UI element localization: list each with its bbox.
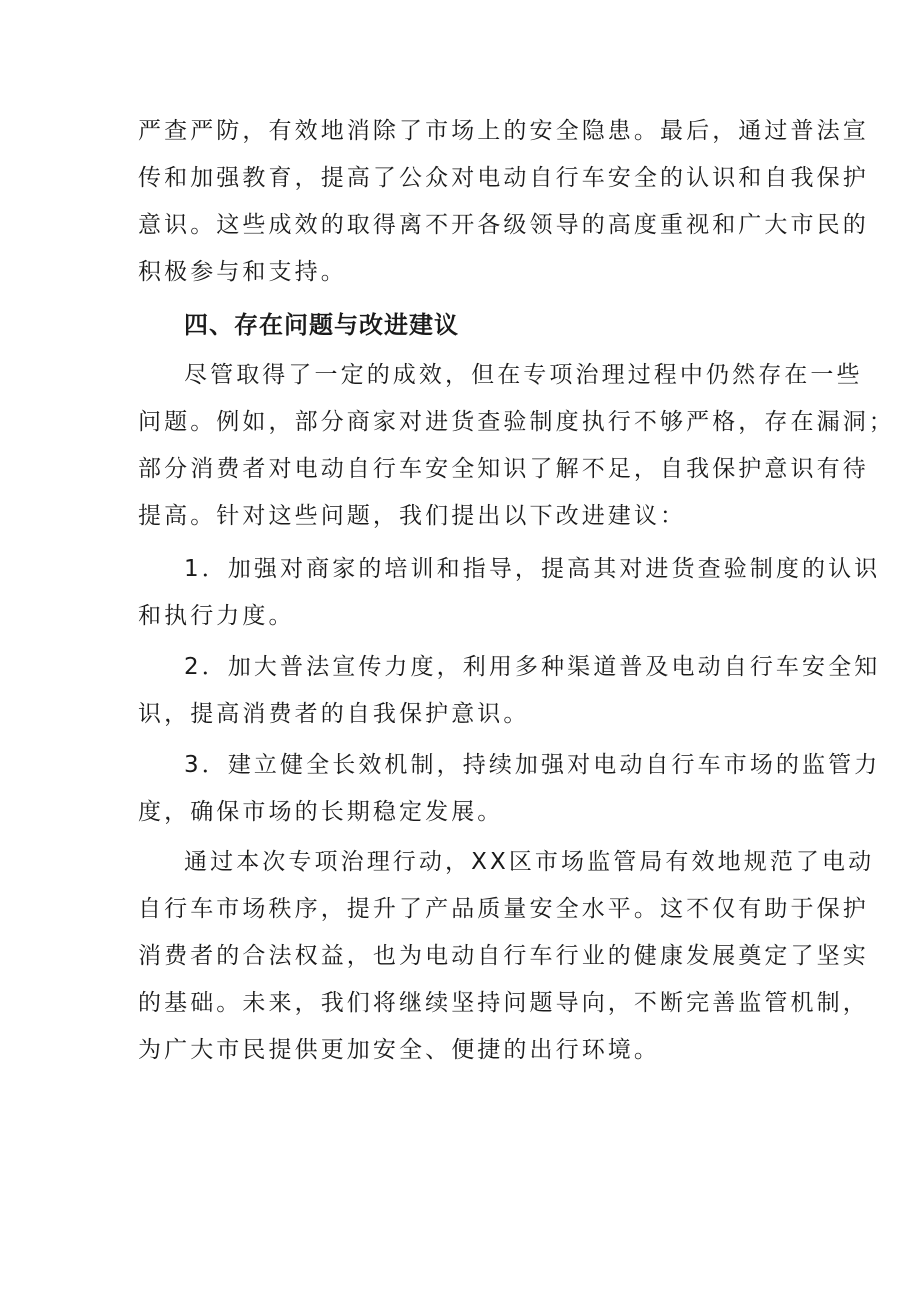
para3-line-1: 通过本次专项治理行动，XX区市场监管局有效地规范了电动 [184,849,875,875]
section-heading: 四、存在问题与改进建议 [184,311,459,339]
para1-line-4: 积极参与和支持。 [138,259,347,285]
para3-line-5: 为广大市民提供更加安全、便捷的出行环境。 [138,1037,660,1063]
para3-line-3: 消费者的合法权益，也为电动自行车行业的健康发展奠定了坚实 [138,943,869,969]
item3-line-1: 3．建立健全长效机制，持续加强对电动自行车市场的监管力 [184,752,881,778]
item2-line-1: 2．加大普法宣传力度，利用多种渠道普及电动自行车安全知 [184,654,881,680]
para2-line-4: 提高。针对这些问题，我们提出以下改进建议： [138,503,687,529]
para1-line-2: 传和加强教育，提高了公众对电动自行车安全的认识和自我保护 [138,165,869,191]
item3-line-2: 度，确保市场的长期稳定发展。 [138,799,504,825]
para2-line-3: 部分消费者对电动自行车安全知识了解不足，自我保护意识有待 [138,456,869,482]
para1-line-1: 严查严防，有效地消除了市场上的安全隐患。最后，通过普法宣 [138,118,869,144]
item1-line-2: 和执行力度。 [138,603,295,629]
item2-line-2: 识，提高消费者的自我保护意识。 [138,701,530,727]
item1-line-1: 1．加强对商家的培训和指导，提高其对进货查验制度的认识 [184,556,881,582]
para1-line-3: 意识。这些成效的取得离不开各级领导的高度重视和广大市民的 [138,212,869,238]
para2-line-1: 尽管取得了一定的成效，但在专项治理过程中仍然存在一些 [184,362,863,388]
para3-line-4: 的基础。未来，我们将继续坚持问题导向，不断完善监管机制， [138,990,869,1016]
para3-line-2: 自行车市场秩序，提升了产品质量安全水平。这不仅有助于保护 [138,896,869,922]
para2-line-2: 问题。例如，部分商家对进货查验制度执行不够严格，存在漏洞； [138,409,895,435]
